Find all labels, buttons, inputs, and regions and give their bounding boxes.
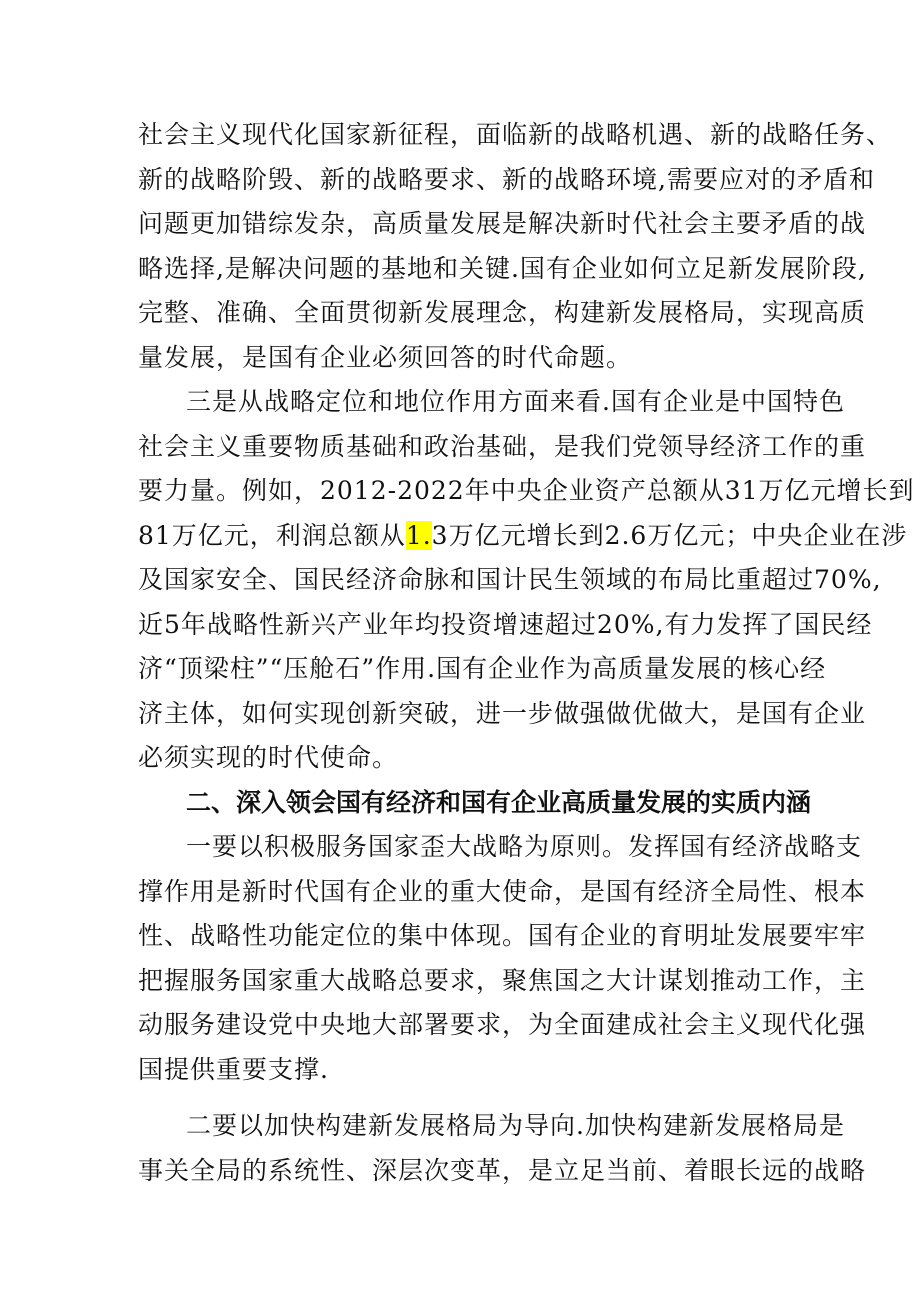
text-segment: 81万亿元，利润总额从 (138, 520, 406, 550)
text-line: 略选择,是解决问题的基地和关键.国有企业如何立足新发展阶段, (138, 253, 867, 283)
text-line: 问题更加错综发杂，高质量发展是解决新时代社会主要矛盾的战 (138, 209, 867, 238)
text-line: 及国家安全、国民经济命脉和国计民生领域的布局比重超过70%, (138, 565, 882, 594)
text-line: 济主体，如何实现创新突破，进一步做强做优做大，是国有企业 (138, 698, 867, 728)
text-line: 二要以加快构建新发展格局为导向.加快构建新发展格局是 (186, 1111, 845, 1140)
text-line: 三是从战略定位和地位作用方面来看.国有企业是中国特色 (186, 387, 845, 416)
text-line: 一要以积极服务国家歪大战略为原则。发挥国有经济战略支 (186, 832, 863, 861)
text-line: 要力量。例如，2012-2022年中央企业资产总额从31万亿元增长到 (138, 476, 915, 505)
text-line: 撑作用是新时代国有企业的重大使命，是国有经济全局性、根本 (138, 876, 867, 906)
highlighted-text: 1. (405, 520, 432, 550)
paragraph-gap (138, 1092, 792, 1104)
text-line: 完整、准确、全面贯彻新发展理念，构建新发展格局，实现高质 (138, 298, 867, 327)
text-line: 性、战略性功能定位的集中体现。国有企业的育明址发展要牢牢 (138, 921, 867, 950)
section-heading: 二、深入领会国有经济和国有企业高质量发展的实质内涵 (186, 787, 812, 817)
text-line: 社会主义重要物质基础和政治基础，是我们党领导经济工作的重 (138, 431, 867, 461)
text-line: 社会主义现代化国家新征程，面临新的战略机遇、新的战略任务、 (138, 120, 893, 149)
text-line: 把握服务国家重大战略总要求，聚焦国之大计谋划推动工作，主 (138, 965, 867, 995)
paragraph-1 (138, 113, 893, 380)
body-text (138, 113, 915, 1193)
text-line: 国提供重要支撑. (138, 1054, 329, 1084)
text-line: 济“顶梁柱”“压舱石”作用.国有企业作为高质量发展的核心经 (138, 654, 827, 683)
paragraph-4 (138, 1104, 867, 1193)
paragraph-3 (138, 825, 867, 1092)
text-line: 新的战略阶毁、新的战略要求、新的战略环境,需要应对的矛盾和 (138, 164, 875, 194)
text-line (138, 514, 908, 559)
text-line: 近5年战略性新兴产业年均投资增速超过20%,有力发挥了国民经 (138, 609, 873, 639)
text-line: 动服务建设党中央地大部署要求，为全面建成社会主义现代化强 (138, 1010, 867, 1039)
text-segment: 3万亿元增长到2.6万亿元；中央企业在涉 (431, 520, 908, 550)
paragraph-2 (138, 380, 915, 781)
text-line: 事关全局的系统性、深层次变革，是立足当前、着眼长远的战略 (138, 1155, 867, 1185)
text-line: 必须实现的时代使命。 (138, 743, 399, 772)
text-line: 量发展，是国有企业必须回答的时代命题。 (138, 342, 633, 372)
